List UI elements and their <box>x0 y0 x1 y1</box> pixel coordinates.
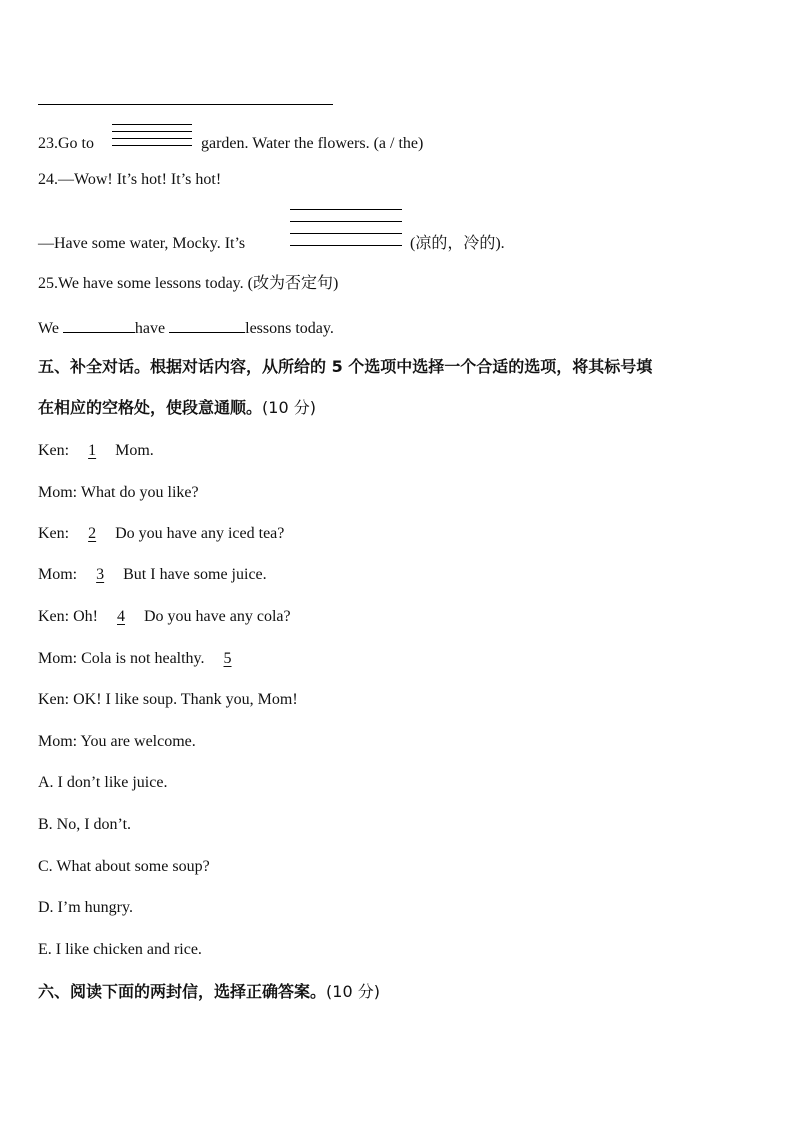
dialogue-text: OK! I like soup. Thank you, Mom! <box>73 691 298 708</box>
speaker: Mom: <box>38 733 78 750</box>
option-d: D. I’m hungry. <box>38 899 133 916</box>
speaker: Mom: <box>38 566 78 583</box>
answer-blank[interactable] <box>63 316 135 333</box>
dialogue-text: Do you have any cola? <box>144 608 291 625</box>
question-text: garden. Water the flowers. (a / the) <box>201 135 424 152</box>
dialogue-blank[interactable]: 5 <box>223 650 232 667</box>
dialogue-text: Mom. <box>115 442 154 459</box>
option-a: A. I don’t like juice. <box>38 774 168 791</box>
question-24-response <box>38 234 245 254</box>
blank-line <box>290 233 402 234</box>
question-number: 25. <box>38 275 58 292</box>
dialogue-blank[interactable]: 1 <box>88 442 97 459</box>
section-score: (10 分) <box>262 398 316 417</box>
dialogue-blank[interactable]: 2 <box>88 525 97 542</box>
dialogue-line <box>38 441 154 461</box>
section-6-heading <box>38 982 380 1002</box>
dialogue-blank[interactable]: 3 <box>96 566 105 583</box>
section-heading-text: 在相应的空格处，使段意通顺。 <box>38 398 263 417</box>
speaker: Mom: <box>38 484 78 501</box>
dialogue-line <box>38 732 196 752</box>
section-heading-text: 五、补全对话。根据对话内容，从所给的 5 个选项中选择一个合适的选项，将其标号填 <box>38 357 653 376</box>
section-score: (10 分) <box>326 982 380 1001</box>
section-5-heading-cont <box>38 398 316 418</box>
option-c: C. What about some soup? <box>38 858 210 875</box>
dialogue-line: —Wow! It’s hot! It’s hot! <box>58 171 222 188</box>
blank-line <box>112 138 192 139</box>
answer-text: We <box>38 320 59 337</box>
dialogue-text: You are welcome. <box>80 733 196 750</box>
dialogue-text: Cola is not healthy. <box>81 650 205 667</box>
answer-text: have <box>134 320 166 337</box>
dialogue-text: But I have some juice. <box>123 566 267 583</box>
option-b: B. No, I don’t. <box>38 816 132 833</box>
blank-line <box>112 145 192 146</box>
dialogue-line <box>38 649 247 669</box>
question-25-answer <box>38 316 334 339</box>
blank-line <box>290 245 402 246</box>
dialogue-text: Do you have any iced tea? <box>115 525 285 542</box>
blank-line <box>290 209 402 210</box>
question-23 <box>38 134 94 154</box>
dialogue-line <box>38 565 267 585</box>
dialogue-line <box>38 483 199 503</box>
option-e: E. I like chicken and rice. <box>38 941 202 958</box>
dialogue-line: —Have some water, Mocky. It’s <box>38 235 246 252</box>
answer-blank[interactable] <box>169 316 245 333</box>
question-25 <box>38 274 338 294</box>
answer-line <box>38 104 333 105</box>
speaker: Ken: <box>38 608 70 625</box>
speaker: Mom: <box>38 650 78 667</box>
answer-text: lessons today. <box>245 320 334 337</box>
blank-line <box>112 131 192 132</box>
question-24 <box>38 170 221 190</box>
section-5-heading <box>38 357 652 377</box>
blank-line <box>112 124 192 125</box>
dialogue-line <box>38 524 284 544</box>
dialogue-blank[interactable]: 4 <box>117 608 125 625</box>
question-number: 23. <box>38 135 58 152</box>
hint-text: (凉的，冷的). <box>410 235 505 252</box>
dialogue-line <box>38 690 298 710</box>
section-heading-text: 六、阅读下面的两封信，选择正确答案。 <box>38 982 327 1001</box>
blank-line <box>290 221 402 222</box>
question-text: Go to <box>58 135 94 152</box>
question-number: 24. <box>38 171 58 188</box>
speaker: Ken: <box>38 442 70 459</box>
speaker: Ken: <box>38 691 70 708</box>
speaker: Ken: <box>38 525 70 542</box>
dialogue-line <box>38 607 291 627</box>
question-text: We have some lessons today. (改为否定句) <box>58 275 339 292</box>
dialogue-text: What do you like? <box>80 484 199 501</box>
dialogue-text: Oh! <box>73 608 98 625</box>
